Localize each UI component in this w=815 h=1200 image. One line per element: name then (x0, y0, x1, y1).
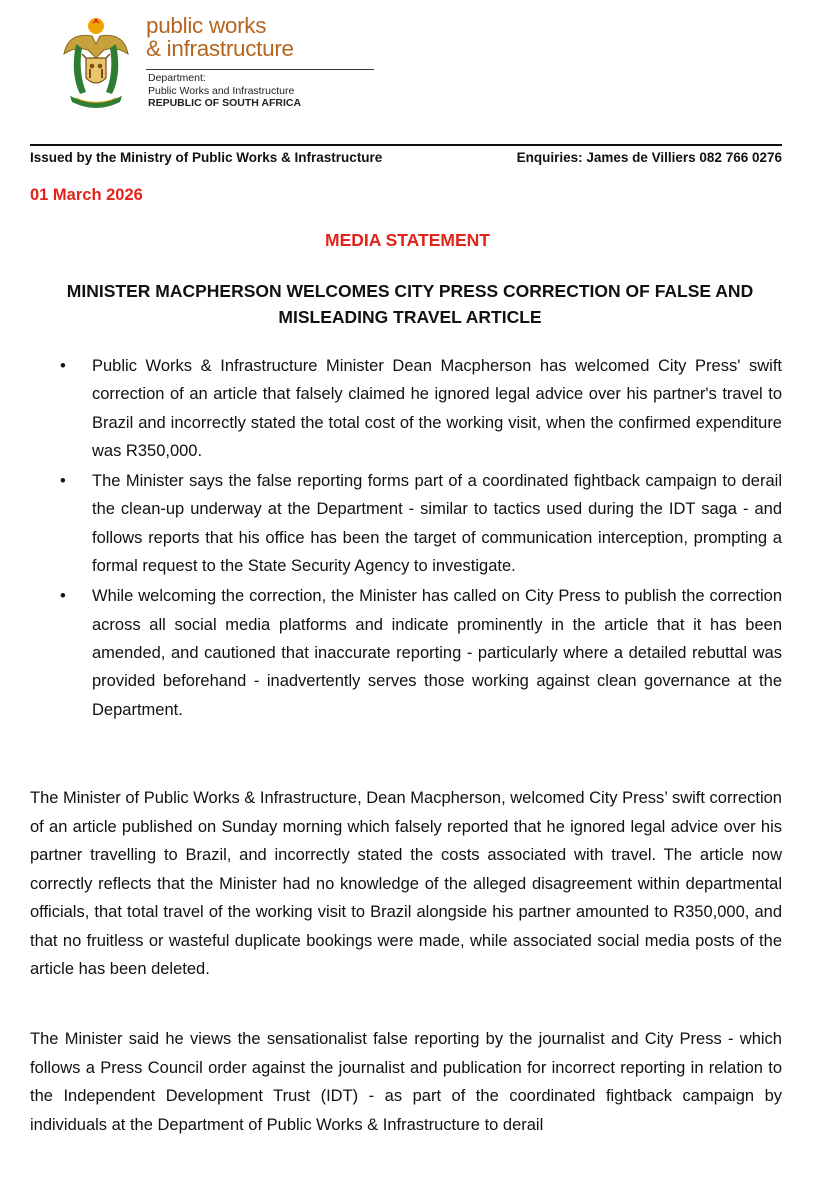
department-label: Department: (148, 72, 206, 84)
statement-date: 01 March 2026 (30, 186, 143, 204)
brand-divider (146, 69, 374, 70)
body-paragraph: The Minister of Public Works & Infrastructure, Dean Macpherson, welcomed City Press’ swift correction of an article published on Sunday morning which falsely reported that he ignored legal advice over his partner travelling to Brazil, and incorrectly stated the costs associated with travel. The article now correctly reflects that the Minister had no knowledge of the alleged disagreement within departmental officials, that total travel of the working visit to Brazil alongside his partner amounted to R350,000, and that no fruitless or wasteful duplicate bookings were made, while associated social media posts of the article has been deleted. (30, 789, 782, 978)
issued-bar (30, 144, 782, 165)
country-name: REPUBLIC OF SOUTH AFRICA (148, 97, 302, 109)
department-name: Public Works and Infrastructure (148, 84, 295, 97)
list-item (30, 467, 782, 580)
headline: MINISTER MACPHERSON WELCOMES CITY PRESS CORRECTION OF FALSE AND MISLEADING TRAVEL ARTICLE (66, 281, 754, 327)
brand-wordmark (146, 14, 294, 60)
letterhead (56, 14, 336, 119)
list-item (30, 582, 782, 723)
bullet-icon: • (60, 357, 66, 375)
bullet-text: Public Works & Infrastructure Minister Dean Macpherson has welcomed City Press' swift correction of an article that falsely claimed he ignored legal advice over his partner's travel to Brazil and incorrectly stated the total cost of the working visit, when the confirmed expenditure was R350,000. (92, 357, 782, 460)
issued-by: Issued by the Ministry of Public Works & Infrastructure (30, 150, 383, 165)
brand-line-2: & infrastructure (146, 36, 294, 61)
enquiries: Enquiries: James de Villiers 082 766 0276 (516, 150, 782, 165)
list-item (30, 352, 782, 465)
key-points-list (30, 352, 782, 726)
media-statement-label: MEDIA STATEMENT (325, 230, 490, 250)
brand-line-1: public works (146, 13, 267, 38)
bullet-text: The Minister says the false reporting forms part of a coordinated fightback campaign to derail the clean-up underway at the Department - similar to tactics used during the IDT saga - and follows reports that his office has been the target of communication interception, prompting a formal request to the State Security Agency to investigate. (92, 472, 782, 576)
body-paragraph: The Minister said he views the sensationalist false reporting by the journalist and City Press - which follows a Press Council order against the journalist and publication for incorrect reporting in relation to the Independent Development Trust (IDT) - as part of the coordinated fightback campaign by individuals at the Department of Public Works & Infrastructure to derail (30, 1030, 782, 1134)
bullet-icon: • (60, 587, 66, 606)
department-block (148, 72, 301, 110)
coat-of-arms-icon (56, 14, 136, 114)
bullet-icon: • (60, 472, 66, 491)
bullet-text: While welcoming the correction, the Minister has called on City Press to publish the correction across all social media platforms and indicate prominently in the article that it has been amended, and cautioned that inaccurate reporting - particularly where a detailed rebuttal was provided beforehand - inadvertently serves those working against clean governance at the Department. (92, 587, 782, 719)
